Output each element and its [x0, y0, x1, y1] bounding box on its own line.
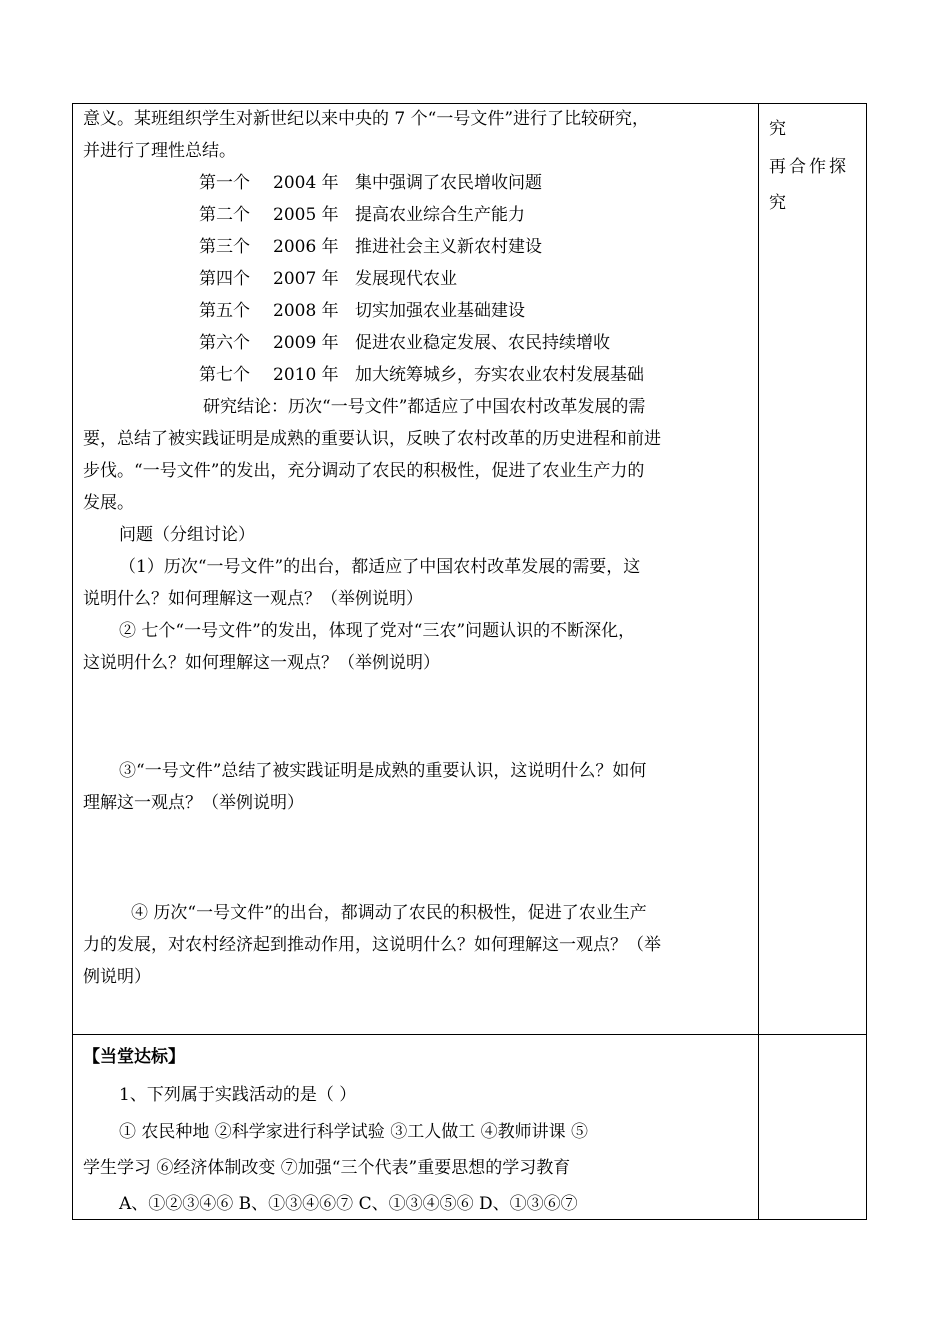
practice-options-line-2: 学生学习 ⑥经济体制改变 ⑦加强“三个代表”重要思想的学习教育 [83, 1158, 571, 1178]
side-text-2: 再合作探 [769, 157, 849, 177]
intro-line-1: 意义。某班组织学生对新世纪以来中央的 7 个“一号文件”进行了比较研究， [83, 109, 650, 129]
document-row-1 [199, 172, 542, 194]
document-row-3 [199, 236, 542, 258]
document-row-7 [199, 364, 644, 386]
document-row-6 [199, 332, 610, 354]
document-row-5 [199, 300, 525, 322]
document-ordinal: 第五个 [199, 301, 250, 321]
practice-question: 1、下列属于实践活动的是（ ） [119, 1085, 357, 1105]
document-ordinal: 第一个 [199, 173, 250, 193]
document-topic: 切实加强农业基础建设 [355, 301, 525, 321]
column-divider [758, 104, 759, 1219]
side-text-1: 究 [769, 119, 789, 139]
intro-line-2: 并进行了理性总结。 [83, 141, 236, 161]
document-ordinal: 第七个 [199, 365, 250, 385]
document-year: 2005 年 [273, 205, 339, 225]
question-1-line-1: （1）历次“一号文件”的出台，都适应了中国农村改革发展的需要，这 [119, 557, 641, 577]
side-text-3: 究 [769, 193, 789, 213]
question-2-line-1: ② 七个“一号文件”的发出，体现了党对“三农”问题认识的不断深化， [119, 621, 636, 641]
document-row-2 [199, 204, 525, 226]
question-3-line-2: 理解这一观点？（举例说明） [83, 793, 304, 813]
lesson-table [72, 103, 867, 1220]
conclusion-line-4: 发展。 [83, 493, 134, 513]
document-year: 2006 年 [273, 237, 339, 257]
question-4-line-3: 例说明） [83, 967, 151, 987]
conclusion-line-3: 步伐。“一号文件”的发出，充分调动了农民的积极性，促进了农业生产力的 [83, 461, 645, 481]
document-topic: 促进农业稳定发展、农民持续增收 [355, 333, 610, 353]
document-ordinal: 第三个 [199, 237, 250, 257]
practice-answers: A、①②③④⑥ B、①③④⑥⑦ C、①③④⑤⑥ D、①③⑥⑦ [119, 1194, 578, 1214]
conclusion-line-2: 要，总结了被实践证明是成熟的重要认识，反映了农村改革的历史进程和前进 [83, 429, 661, 449]
document-topic: 推进社会主义新农村建设 [355, 237, 542, 257]
document-topic: 提高农业综合生产能力 [355, 205, 525, 225]
document-ordinal: 第六个 [199, 333, 250, 353]
document-topic: 集中强调了农民增收问题 [355, 173, 542, 193]
document-year: 2009 年 [273, 333, 339, 353]
row-divider [73, 1034, 866, 1035]
question-4-line-1: ④ 历次“一号文件”的出台，都调动了农民的积极性，促进了农业生产 [131, 903, 647, 923]
document-year: 2008 年 [273, 301, 339, 321]
conclusion-line-1: 研究结论：历次“一号文件”都适应了中国农村改革发展的需 [203, 397, 646, 417]
document-ordinal: 第二个 [199, 205, 250, 225]
document-topic: 发展现代农业 [355, 269, 457, 289]
question-1-line-2: 说明什么？如何理解这一观点？（举例说明） [83, 589, 423, 609]
practice-header: 【当堂达标】 [83, 1047, 185, 1067]
question-2-line-2: 这说明什么？如何理解这一观点？（举例说明） [83, 653, 440, 673]
document-year: 2007 年 [273, 269, 339, 289]
document-year: 2004 年 [273, 173, 339, 193]
document-ordinal: 第四个 [199, 269, 250, 289]
question-3-line-1: ③“一号文件”总结了被实践证明是成熟的重要认识，这说明什么？如何 [119, 761, 647, 781]
document-topic: 加大统筹城乡，夯实农业农村发展基础 [355, 365, 644, 385]
question-4-line-2: 力的发展，对农村经济起到推动作用，这说明什么？如何理解这一观点？（举 [83, 935, 661, 955]
document-year: 2010 年 [273, 365, 339, 385]
practice-options-line-1: ① 农民种地 ②科学家进行科学试验 ③工人做工 ④教师讲课 ⑤ [119, 1122, 589, 1142]
question-header: 问题（分组讨论） [119, 525, 255, 545]
document-row-4 [199, 268, 457, 290]
